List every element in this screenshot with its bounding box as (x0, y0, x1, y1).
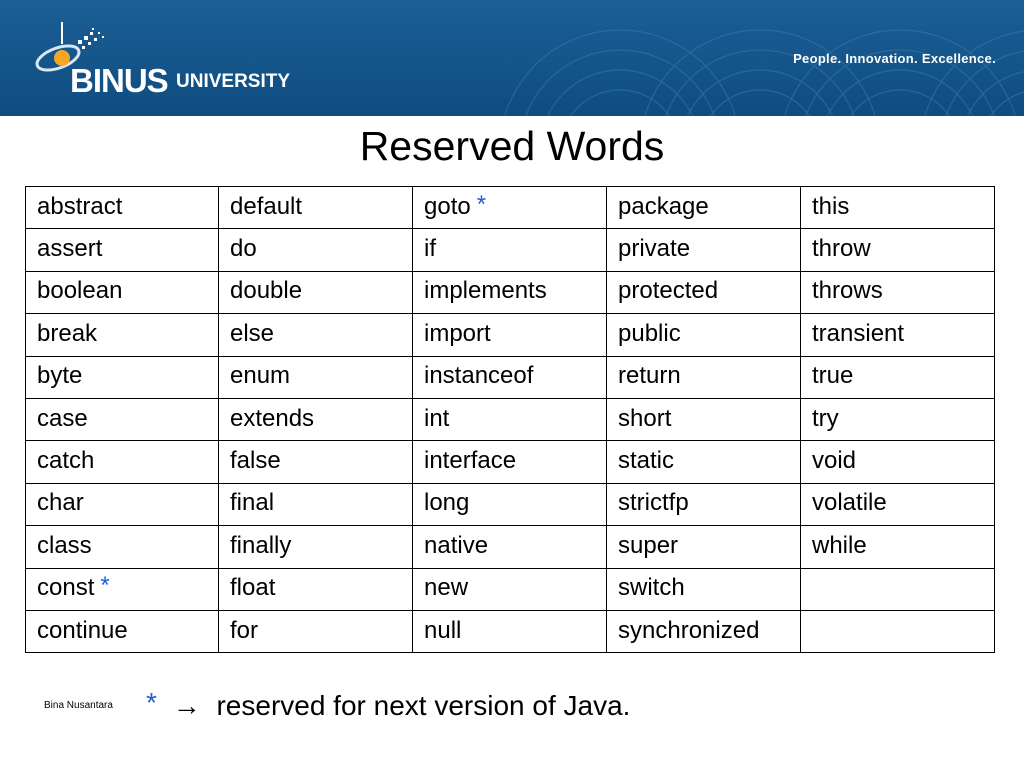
reserved-word: break (37, 319, 98, 347)
table-cell (607, 441, 801, 483)
table-cell (26, 398, 219, 440)
table-cell (607, 314, 801, 356)
note-star: * (146, 687, 157, 718)
reserved-word: interface (424, 447, 517, 475)
reserved-word: this (812, 192, 850, 220)
table-cell (26, 441, 219, 483)
reserved-word: continue (37, 616, 128, 644)
reserved-word: strictfp (618, 489, 689, 517)
table-cell (607, 610, 801, 652)
binus-logo (22, 18, 302, 102)
reserved-word: assert (37, 235, 103, 263)
table-row (26, 187, 995, 229)
table-cell (607, 526, 801, 568)
table-cell (413, 441, 607, 483)
table-row (26, 610, 995, 652)
slide-title: Reserved Words (359, 123, 665, 169)
reserved-word: catch (37, 447, 95, 475)
reserved-word: implements (424, 277, 547, 305)
reserved-word: case (37, 404, 88, 432)
author-credit: Bina Nusantara (44, 700, 113, 711)
table-cell (26, 526, 219, 568)
table-cell (801, 441, 995, 483)
table-cell (219, 526, 413, 568)
reserved-word: package (618, 192, 709, 220)
table-cell (26, 314, 219, 356)
reserved-word: if (424, 235, 436, 263)
reserved-word: native (424, 531, 489, 559)
reserved-word: goto (424, 192, 471, 220)
reserved-word: byte (37, 362, 83, 390)
table-cell (801, 356, 995, 398)
reserved-word: instanceof (424, 362, 534, 390)
reserved-word: enum (230, 362, 291, 390)
reserved-word: return (618, 362, 681, 390)
table-cell (26, 271, 219, 313)
table-cell (219, 356, 413, 398)
table-cell (413, 483, 607, 525)
reserved-word: do (230, 235, 257, 263)
table-cell (413, 610, 607, 652)
table-row (26, 568, 995, 610)
reserved-future-marker: * (100, 572, 110, 600)
reserved-word: long (424, 489, 470, 517)
reserved-word: while (812, 531, 867, 559)
reserved-word: transient (812, 319, 905, 347)
reserved-word: else (230, 319, 275, 347)
reserved-word: default (230, 192, 303, 220)
table-cell (801, 610, 995, 652)
table-cell (219, 314, 413, 356)
reserved-word: private (618, 235, 691, 263)
table-row (26, 398, 995, 440)
reserved-future-marker: * (476, 190, 487, 218)
table-cell (26, 483, 219, 525)
reserved-word: import (424, 319, 491, 347)
table-cell (413, 526, 607, 568)
reserved-word: synchronized (618, 616, 760, 644)
reserved-word: true (812, 362, 854, 390)
reserved-word: public (618, 319, 681, 347)
table-cell (413, 314, 607, 356)
table-cell (413, 271, 607, 313)
reserved-word: try (812, 404, 839, 432)
reserved-word: volatile (812, 489, 887, 517)
table-cell (219, 229, 413, 271)
table-cell (801, 187, 995, 229)
reserved-word: new (424, 574, 469, 602)
table-cell (801, 526, 995, 568)
table-cell (801, 314, 995, 356)
table-cell (413, 568, 607, 610)
reserved-word: final (230, 489, 275, 517)
reserved-word: char (37, 489, 84, 517)
table-cell (219, 610, 413, 652)
header-banner (0, 0, 1024, 116)
table-cell (801, 483, 995, 525)
reserved-word: boolean (37, 277, 123, 305)
reserved-word: throw (812, 235, 871, 263)
table-row (26, 526, 995, 568)
table-cell (26, 610, 219, 652)
reserved-word: super (618, 531, 679, 559)
reserved-word: abstract (37, 192, 123, 220)
table-cell (219, 483, 413, 525)
table-cell (26, 187, 219, 229)
tagline: People. Innovation. Excellence. (793, 51, 996, 66)
table-cell (607, 271, 801, 313)
reserved-word: int (424, 404, 450, 432)
table-cell (219, 568, 413, 610)
table-cell (413, 398, 607, 440)
table-cell (801, 229, 995, 271)
table-cell (219, 441, 413, 483)
right-arrow-icon: → (172, 690, 201, 721)
table-cell (607, 187, 801, 229)
table-cell (607, 568, 801, 610)
table-row (26, 441, 995, 483)
footnote (146, 687, 631, 722)
table-cell (26, 568, 219, 610)
table-cell (801, 398, 995, 440)
table-row (26, 271, 995, 313)
reserved-word: switch (618, 574, 685, 602)
table-cell (413, 229, 607, 271)
reserved-word: void (812, 447, 857, 475)
reserved-word: throws (812, 277, 883, 305)
reserved-word: null (424, 616, 462, 644)
reserved-word: for (230, 616, 259, 644)
logo-subtext: UNIVERSITY (176, 71, 291, 92)
table-row (26, 483, 995, 525)
table-cell (219, 187, 413, 229)
reserved-words-table (25, 186, 995, 653)
table-cell (801, 271, 995, 313)
reserved-word: static (618, 447, 675, 475)
note-text: reserved for next version of Java. (216, 690, 631, 721)
table-cell (607, 356, 801, 398)
reserved-word: protected (618, 277, 719, 305)
table-cell (413, 356, 607, 398)
reserved-word: extends (230, 404, 315, 432)
table-cell (219, 398, 413, 440)
table-cell (26, 229, 219, 271)
table-row (26, 314, 995, 356)
reserved-word: double (230, 277, 303, 305)
table-cell (607, 398, 801, 440)
table-cell (219, 271, 413, 313)
table-cell (413, 187, 607, 229)
table-cell (607, 229, 801, 271)
reserved-word: finally (230, 531, 292, 559)
table-cell (607, 483, 801, 525)
reserved-word: class (37, 531, 92, 559)
reserved-word: short (618, 404, 672, 432)
table-row (26, 356, 995, 398)
table-row (26, 229, 995, 271)
reserved-word: const (37, 574, 95, 602)
reserved-word: float (230, 574, 276, 602)
reserved-word: false (230, 447, 281, 475)
table-cell (26, 356, 219, 398)
table-cell (801, 568, 995, 610)
logo-text: BINUS (70, 62, 168, 99)
